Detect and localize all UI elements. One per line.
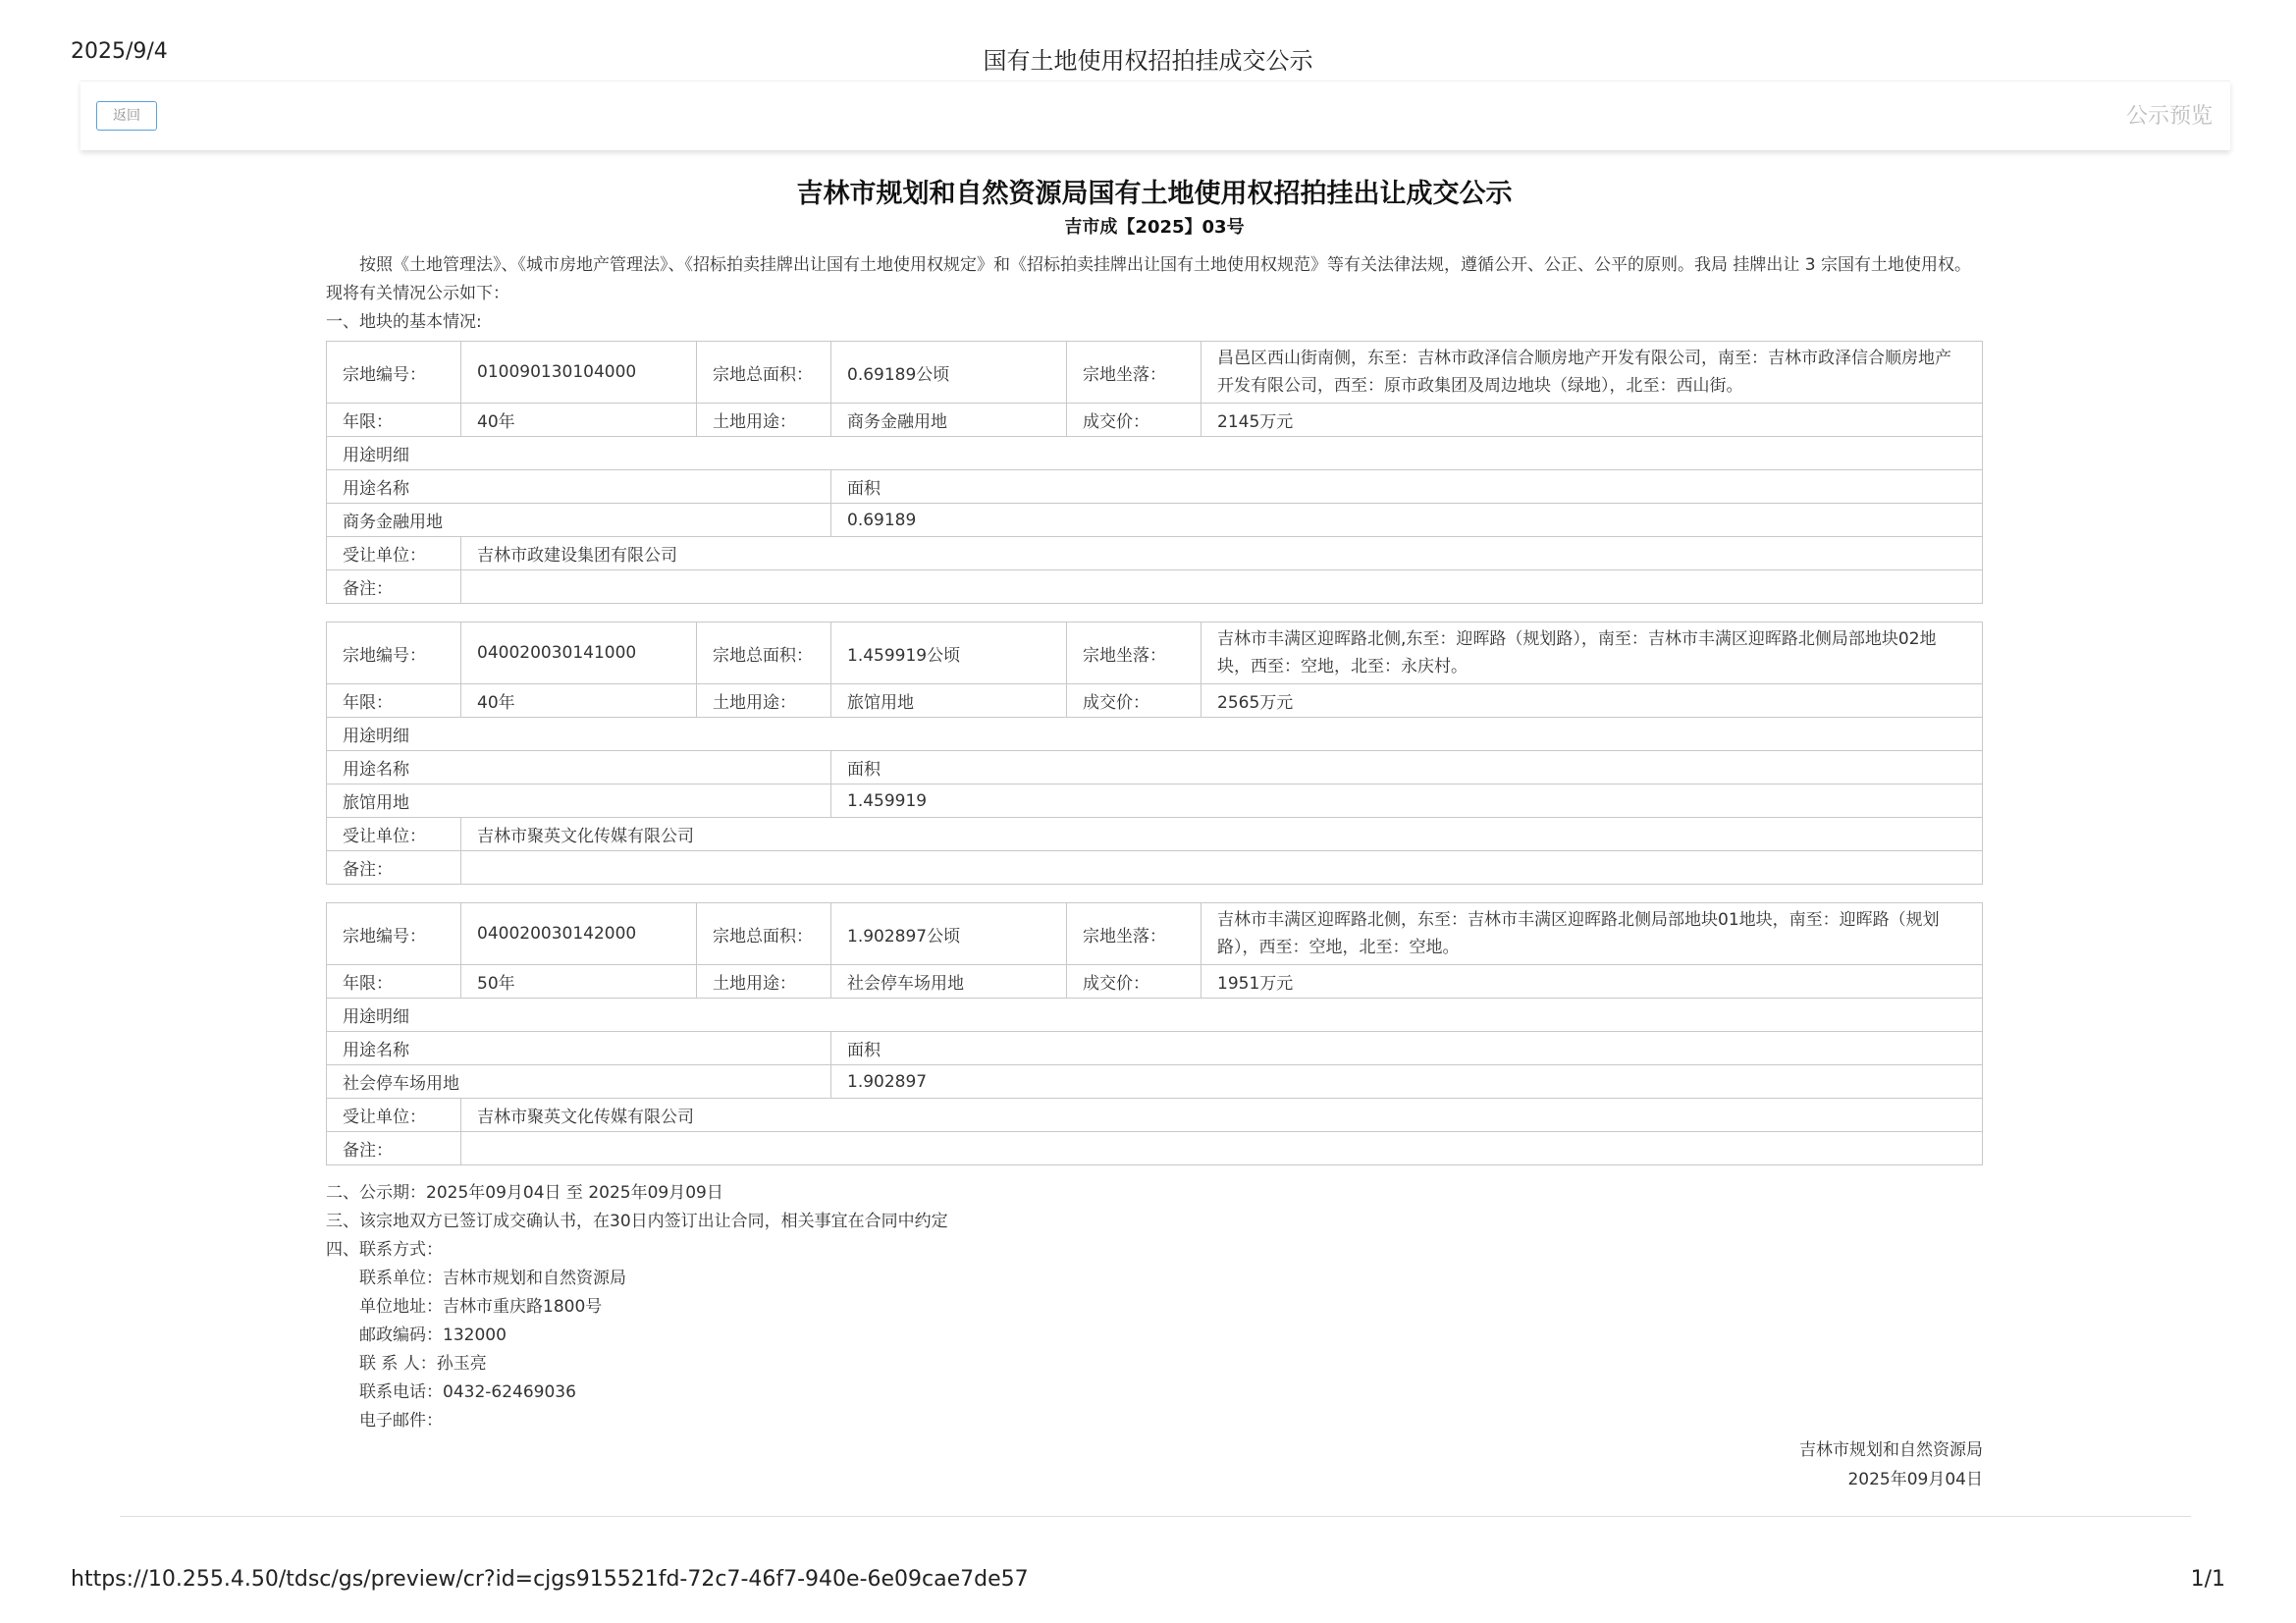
table-row xyxy=(327,999,1983,1032)
term-value: 40年 xyxy=(461,404,697,437)
area-header: 面积 xyxy=(831,470,1983,504)
table-row xyxy=(327,851,1983,885)
price-value: 2145万元 xyxy=(1201,404,1983,437)
land-use-value: 旅馆用地 xyxy=(831,684,1067,718)
area-header: 面积 xyxy=(831,751,1983,784)
table-row xyxy=(327,1065,1983,1099)
total-area-value: 1.459919公顷 xyxy=(831,622,1067,684)
use-name-header: 用途名称 xyxy=(327,470,831,504)
back-button[interactable]: 返回 xyxy=(96,101,157,131)
document-number: 吉市成【2025】03号 xyxy=(1064,217,1245,238)
announcement-document xyxy=(326,177,1983,1494)
contact-postcode: 邮政编码：132000 xyxy=(359,1325,507,1345)
print-page-title: 国有土地使用权招拍挂成交公示 xyxy=(983,47,1313,75)
print-date: 2025/9/4 xyxy=(71,39,168,64)
parcel-table xyxy=(326,341,1983,604)
contact-email: 电子邮件： xyxy=(359,1411,443,1431)
table-row xyxy=(327,1032,1983,1065)
location-value: 昌邑区西山街南侧，东至：吉林市政泽信合顺房地产开发有限公司，南至：吉林市政泽信合顺房地产开发有限公司，西至：原市政集团及周边地块（绿地），北至：西山街。 xyxy=(1201,342,1983,404)
land-use-label: 土地用途： xyxy=(697,404,831,437)
remarks-label: 备注： xyxy=(327,570,461,604)
section-2-publicity-period: 二、公示期：2025年09月04日 至 2025年09月09日 xyxy=(326,1183,723,1203)
land-use-value: 商务金融用地 xyxy=(831,404,1067,437)
assignee-value: 吉林市聚英文化传媒有限公司 xyxy=(461,818,1983,851)
remarks-value xyxy=(461,851,1983,885)
use-name-value: 商务金融用地 xyxy=(327,504,831,537)
parcel-no-value: 040020030141000 xyxy=(461,622,697,684)
table-row xyxy=(327,751,1983,784)
document-title: 吉林市规划和自然资源局国有土地使用权招拍挂出让成交公示 xyxy=(796,179,1513,209)
use-area-value: 0.69189 xyxy=(831,504,1983,537)
section-1-heading: 一、地块的基本情况: xyxy=(326,312,482,332)
use-area-value: 1.902897 xyxy=(831,1065,1983,1099)
table-row xyxy=(327,818,1983,851)
term-value: 40年 xyxy=(461,684,697,718)
table-row xyxy=(327,537,1983,570)
table-row xyxy=(327,684,1983,718)
parcel-no-value: 010090130104000 xyxy=(461,342,697,404)
remarks-label: 备注： xyxy=(327,851,461,885)
use-detail-heading: 用途明细 xyxy=(327,999,1983,1032)
section-4-contact-heading: 四、联系方式： xyxy=(326,1240,443,1260)
parcel-no-value: 040020030142000 xyxy=(461,903,697,965)
price-value: 1951万元 xyxy=(1201,965,1983,999)
announcement-details xyxy=(326,1179,1983,1494)
assignee-label: 受让单位： xyxy=(327,818,461,851)
remarks-value xyxy=(461,1132,1983,1165)
bottom-divider xyxy=(120,1516,2191,1517)
contact-unit: 联系单位：吉林市规划和自然资源局 xyxy=(359,1269,626,1288)
land-use-label: 土地用途： xyxy=(697,684,831,718)
page-url: https://10.255.4.50/tdsc/gs/preview/cr?id=cjgs915521fd-72c7-46f7-940e-6e09cae7de57 xyxy=(71,1567,1029,1592)
term-value: 50年 xyxy=(461,965,697,999)
use-name-header: 用途名称 xyxy=(327,1032,831,1065)
section-3-contract-note: 三、该宗地双方已签订成交确认书，在30日内签订出让合同，相关事宜在合同中约定 xyxy=(326,1212,948,1231)
price-label: 成交价： xyxy=(1067,684,1201,718)
total-area-label: 宗地总面积： xyxy=(697,903,831,965)
location-value: 吉林市丰满区迎晖路北侧，东至：吉林市丰满区迎晖路北侧局部地块01地块，南至：迎晖路（规划路），西至：空地，北至：空地。 xyxy=(1201,903,1983,965)
area-header: 面积 xyxy=(831,1032,1983,1065)
use-area-value: 1.459919 xyxy=(831,784,1983,818)
parcel-tables xyxy=(326,341,1983,1165)
price-value: 2565万元 xyxy=(1201,684,1983,718)
assignee-label: 受让单位： xyxy=(327,537,461,570)
assignee-label: 受让单位： xyxy=(327,1099,461,1132)
location-label: 宗地坐落： xyxy=(1067,342,1201,404)
total-area-value: 1.902897公顷 xyxy=(831,903,1067,965)
term-label: 年限： xyxy=(327,404,461,437)
land-use-value: 社会停车场用地 xyxy=(831,965,1067,999)
table-row xyxy=(327,404,1983,437)
term-label: 年限： xyxy=(327,965,461,999)
total-area-label: 宗地总面积： xyxy=(697,622,831,684)
assignee-value: 吉林市聚英文化传媒有限公司 xyxy=(461,1099,1983,1132)
use-detail-heading: 用途明细 xyxy=(327,718,1983,751)
use-name-header: 用途名称 xyxy=(327,751,831,784)
price-label: 成交价： xyxy=(1067,965,1201,999)
use-detail-heading: 用途明细 xyxy=(327,437,1983,470)
table-row xyxy=(327,1099,1983,1132)
location-label: 宗地坐落： xyxy=(1067,622,1201,684)
signature-org: 吉林市规划和自然资源局 xyxy=(1799,1440,1983,1460)
table-row xyxy=(327,342,1983,404)
parcel-table xyxy=(326,902,1983,1165)
table-row xyxy=(327,504,1983,537)
contact-person: 联 系 人：孙玉亮 xyxy=(359,1354,487,1374)
term-label: 年限： xyxy=(327,684,461,718)
land-use-label: 土地用途： xyxy=(697,965,831,999)
preview-label: 公示预览 xyxy=(2125,104,2213,129)
intro-paragraph-2: 现将有关情况公示如下： xyxy=(326,284,509,303)
location-label: 宗地坐落： xyxy=(1067,903,1201,965)
intro-paragraph: 按照《土地管理法》、《城市房地产管理法》、《招标拍卖挂牌出让国有土地使用权规定》和《招标拍卖挂牌出让国有土地使用权规范》等有关法律法规，遵循公开、公正、公平的原则。我局 挂牌出让 3 宗国有土地使用权。 xyxy=(359,255,1972,275)
signature-date: 2025年09月04日 xyxy=(1847,1470,1983,1489)
table-row xyxy=(327,470,1983,504)
table-row xyxy=(327,903,1983,965)
page-count: 1/1 xyxy=(2190,1567,2225,1592)
use-name-value: 社会停车场用地 xyxy=(327,1065,831,1099)
table-row xyxy=(327,965,1983,999)
parcel-no-label: 宗地编号： xyxy=(327,903,461,965)
total-area-label: 宗地总面积： xyxy=(697,342,831,404)
table-row xyxy=(327,570,1983,604)
total-area-value: 0.69189公顷 xyxy=(831,342,1067,404)
parcel-no-label: 宗地编号： xyxy=(327,342,461,404)
assignee-value: 吉林市政建设集团有限公司 xyxy=(461,537,1983,570)
remarks-label: 备注： xyxy=(327,1132,461,1165)
table-row xyxy=(327,622,1983,684)
print-header xyxy=(71,39,2225,75)
parcel-table xyxy=(326,622,1983,885)
toolbar xyxy=(80,81,2230,150)
table-row xyxy=(327,1132,1983,1165)
contact-address: 单位地址：吉林市重庆路1800号 xyxy=(359,1297,603,1317)
contact-phone: 联系电话：0432-62469036 xyxy=(359,1382,576,1402)
use-name-value: 旅馆用地 xyxy=(327,784,831,818)
table-row xyxy=(327,437,1983,470)
price-label: 成交价： xyxy=(1067,404,1201,437)
parcel-no-label: 宗地编号： xyxy=(327,622,461,684)
remarks-value xyxy=(461,570,1983,604)
table-row xyxy=(327,784,1983,818)
table-row xyxy=(327,718,1983,751)
location-value: 吉林市丰满区迎晖路北侧,东至：迎晖路（规划路），南至：吉林市丰满区迎晖路北侧局部地块02地块，西至：空地，北至：永庆村。 xyxy=(1201,622,1983,684)
